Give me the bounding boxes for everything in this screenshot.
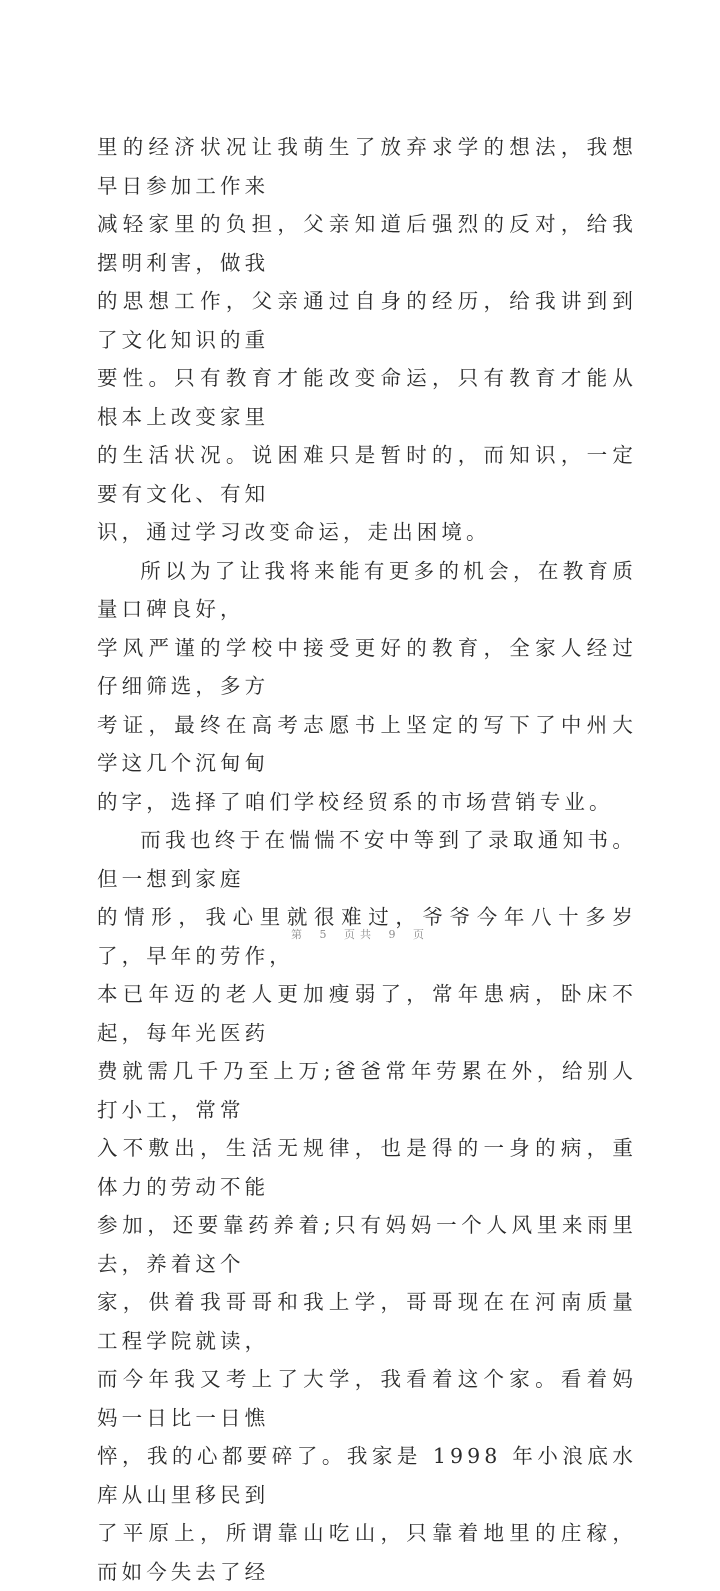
total-page-number: 9: [388, 928, 401, 941]
line-10: 的字，选择了咱们学校经贸系的市场营销专业。: [97, 789, 614, 814]
line-1: 里的经济状况让我萌生了放弃求学的想法，我想早日参加工作来: [97, 135, 637, 198]
line-6: 识，通过学习改变命运，走出困境。: [97, 520, 491, 544]
line-11: 而我也终于在惴惴不安中等到了录取通知书。但一想到家庭: [97, 828, 637, 891]
line-20: 了平原上，所谓靠山吃山，只靠着地里的庄稼，而如今失去了经: [97, 1521, 637, 1584]
document-page: [97, 128, 637, 1591]
line-18: 而今年我又考上了大学，我看着这个家。看着妈妈一日比一日憔: [97, 1367, 637, 1430]
paragraph-1: [97, 128, 637, 552]
footer-suffix: 页: [413, 928, 429, 941]
line-16: 参加，还要靠药养着;只有妈妈一个人风里来雨里去，养着这个: [97, 1213, 637, 1276]
line-12: 的情形，我心里就很难过，爷爷今年八十多岁了，早年的劳作，: [97, 905, 637, 968]
line-5: 的生活状况。说困难只是暂时的，而知识，一定要有文化、有知: [97, 443, 637, 506]
current-page-number: 5: [319, 928, 332, 941]
line-13: 本已年迈的老人更加瘦弱了，常年患病，卧床不起，每年光医药: [97, 982, 637, 1045]
line-17: 家，供着我哥哥和我上学，哥哥现在在河南质量工程学院就读，: [97, 1290, 637, 1353]
footer-middle: 页共: [344, 928, 376, 941]
footer-prefix: 第: [291, 928, 307, 941]
line-4: 要性。只有教育才能改变命运，只有教育才能从根本上改变家里: [97, 366, 637, 429]
page-footer: [0, 926, 720, 942]
line-14: 费就需几千乃至上万;爸爸常年劳累在外，给别人打小工，常常: [97, 1059, 637, 1122]
line-7: 所以为了让我将来能有更多的机会，在教育质量口碑良好，: [97, 558, 637, 621]
line-8: 学风严谨的学校中接受更好的教育，全家人经过仔细筛选，多方: [97, 635, 637, 698]
line-15: 入不敷出，生活无规律，也是得的一身的病，重体力的劳动不能: [97, 1136, 637, 1199]
paragraph-2: [97, 552, 637, 822]
line-2: 减轻家里的负担，父亲知道后强烈的反对，给我摆明利害，做我: [97, 212, 637, 275]
line-3: 的思想工作，父亲通过自身的经历，给我讲到到了文化知识的重: [97, 289, 637, 352]
line-19: 悴，我的心都要碎了。我家是 1998 年小浪底水库从山里移民到: [97, 1444, 637, 1507]
line-9: 考证，最终在高考志愿书上坚定的写下了中州大学这几个沉甸甸: [97, 712, 637, 775]
